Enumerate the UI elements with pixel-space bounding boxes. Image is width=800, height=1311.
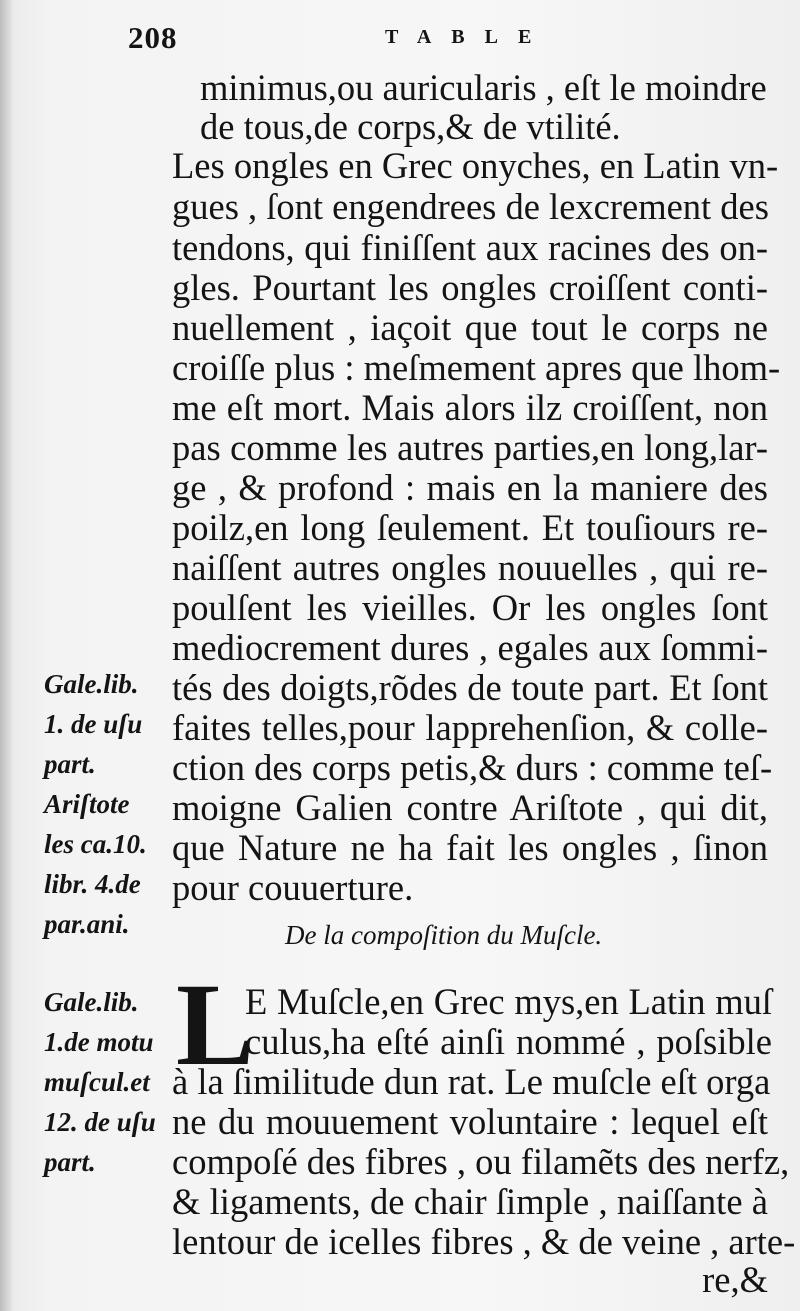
text-line: ge , & profond : mais en la maniere des: [172, 467, 768, 508]
margin-note-line: muſcul.et: [44, 1067, 150, 1097]
text-line: faites telles,pour lapprehenſion, & colle-: [172, 707, 768, 748]
text-line: pas comme les autres parties,en long,lar-: [172, 427, 768, 468]
text-line: moigne Galien contre Ariſtote , qui dit,: [172, 787, 768, 828]
text-line: pour couuerture.: [172, 867, 414, 908]
text-line: ne du mouuement voluntaire : lequel eſt: [172, 1101, 768, 1142]
drop-cap: L: [176, 959, 255, 1090]
margin-note-line: les ca.10.: [44, 829, 147, 859]
text-line: re,&: [702, 1259, 768, 1300]
margin-note-line: 12. de uſu: [44, 1107, 156, 1137]
margin-note-line: par.ani.: [44, 909, 130, 939]
text-line: que Nature ne ha fait les ongles , ſinon: [172, 827, 768, 868]
text-line: gues , ſont engendrees de lexcrement des: [172, 186, 769, 227]
text-line: naiſſent autres ongles nouuelles , qui re-: [172, 547, 768, 588]
text-line: poilz,en long ſeulement. Et touſiours re-: [172, 507, 768, 548]
running-head: TABLE: [385, 26, 552, 48]
text-line: tés des doigts,rõdes de toute part. Et ſont: [172, 667, 768, 708]
text-line: & ligaments, de chair ſimple , naiſſante à: [172, 1181, 768, 1222]
margin-note-line: Ariſtote: [44, 789, 130, 819]
text-line: à la ſimilitude dun rat. Le muſcle eſt orga: [172, 1061, 771, 1102]
margin-note-line: part.: [44, 749, 96, 779]
text-line: tendons, qui finiſſent aux racines des on-: [172, 227, 768, 268]
text-line: compoſé des fibres , ou filamẽts des nerfz,: [172, 1141, 790, 1182]
text-line: E Muſcle,en Grec mys,en Latin muſ: [245, 981, 772, 1022]
margin-note-line: part.: [44, 1147, 96, 1177]
page-header: [0, 18, 800, 58]
text-line: ction des corps petis,& durs : comme teſ-: [172, 747, 773, 788]
text-line: de tous,de corps,& de vtilité.: [200, 106, 621, 147]
margin-note-line: 1.de motu: [44, 1027, 154, 1057]
text-line: croiſſe plus : meſmement apres que lhom-: [172, 347, 781, 388]
margin-note-line: libr. 4.de: [44, 869, 141, 899]
text-line: minimus,ou auricularis , eſt le moindre: [200, 67, 767, 108]
text-line: gles. Pourtant les ongles croiſſent conti-: [172, 267, 768, 308]
text-line: mediocrement dures , egales aux ſommi-: [172, 627, 768, 668]
text-line: poulſent les vieilles. Or les ongles ſont: [172, 587, 768, 628]
margin-note-line: Gale.lib.: [44, 987, 139, 1017]
margin-note-line: Gale.lib.: [44, 669, 139, 699]
margin-note-line: 1. de uſu: [44, 709, 143, 739]
page-gutter-shadow: [0, 0, 14, 1311]
section-heading: De la compoſition du Muſcle.: [285, 920, 603, 950]
text-line: nuellement , iaçoit que tout le corps ne: [172, 307, 768, 348]
text-line: culus,ha eſté ainſi nommé , poſsible: [245, 1021, 772, 1062]
text-line: me eſt mort. Mais alors ilz croiſſent, non: [172, 387, 768, 428]
page-number: 208: [128, 20, 178, 55]
text-line: lentour de icelles fibres , & de veine , arte-: [172, 1221, 796, 1262]
text-line: Les ongles en Grec onyches, en Latin vn-: [172, 145, 779, 186]
